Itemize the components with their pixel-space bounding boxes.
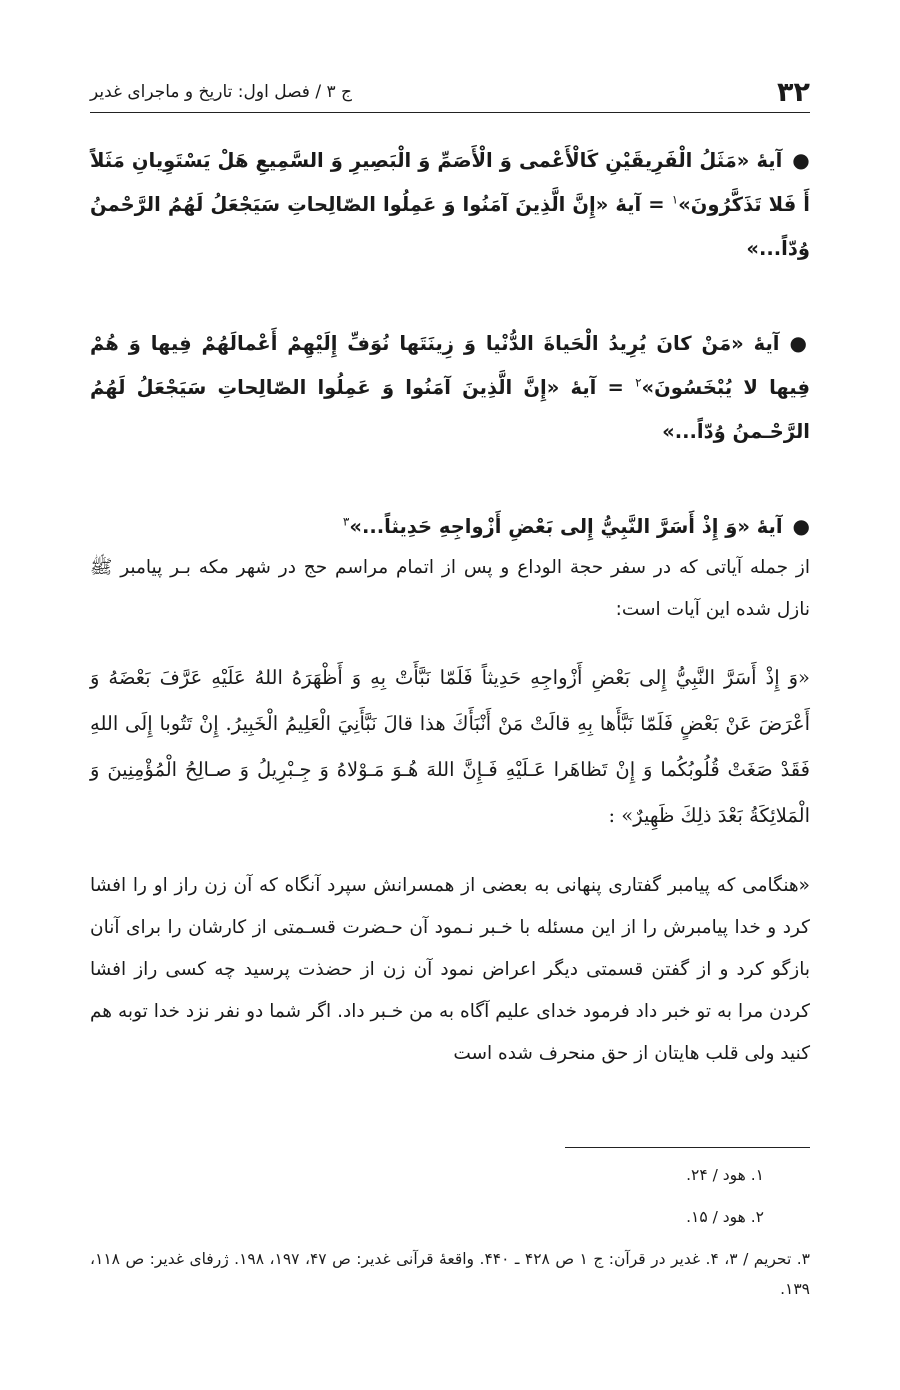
footnote-1: ۱. هود / ۲۴. [686, 1166, 764, 1184]
persian-translation: «هنگامى كه پيامبر گفتارى پنهانى به بعضى از همسرانش سپرد آنگاه كه آن زن راز او را افشا كرد و خدا پيامبرش را از اين مسئله با خـبر نـمود آن حـضرت قسـمتى از كارشان را براى آنان بازگو كرد و از گفتن قسمتى ديگر اعراض نمود آن زن از حضذت پرسيد چه كسى راز افشا كردن مرا به تو خبر داد فرمود خداى عليم آگاه به من خـبر داد. اگر شما دو نفر نزد خدا توبه هم كنيد ولى قلب هايتان از حق منحرف شده است [90, 875, 810, 1064]
footnote-divider [565, 1147, 810, 1148]
intro-paragraph: از جمله آياتى كه در سفر حجة الوداع و پس از اتمام مراسم حج در شهر مكه بـر پيامبر ﷺ نازل شده اين آيات است: [90, 557, 810, 620]
verse-text-cont: = آيهٔ «إِنَّ الَّذِينَ آمَنُوا وَ عَمِلُوا الصّالِحاتِ سَيَجْعَلُ لَهُمُ الرَّحْمنُ وُدّاً...» [90, 193, 810, 260]
verse-text: آيهٔ «مَنْ كانَ يُرِيدُ الْحَياةَ الدُّنْيا وَ زِينَتَها نُوَفِّ إِلَيْهِمْ أَعْمالَهُمْ فِيها وَ هُمْ فِيها لا يُبْخَسُونَ» [90, 332, 810, 399]
bullet-marker: ● [789, 331, 810, 355]
page-header [90, 72, 810, 113]
verse-bullet-2 [90, 321, 810, 454]
footnote-3: ۳. تحريم / ۳، ۴. غدير در قرآن: ج ۱ ص ۴۲۸ ـ ۴۴۰. واقعهٔ قرآنى غدير: ص ۴۷، ۱۹۷، ۱۹۸. ژرفاى غدير: ص ۱۱۸، ۱۳۹. [90, 1250, 810, 1298]
bullet-marker: ● [792, 148, 810, 172]
page-number: ۳۲ [777, 76, 810, 108]
main-content [90, 138, 810, 1075]
verse-text-cont: = آيهٔ «إِنَّ الَّذِينَ آمَنُوا وَ عَمِلُوا الصّالِحاتِ سَيَجْعَلُ لَهُمُ الرَّحْـمنُ وُدّاً...» [90, 376, 810, 443]
verse-bullet-3 [90, 504, 810, 549]
running-head: ج ۳ / فصل اول: تاریخ و ماجرای غدیر [90, 82, 353, 102]
verse-text: آيهٔ «مَثَلُ الْفَرِيقَيْنِ كَالْأَعْمى وَ الْأَصَمِّ وَ الْبَصِيرِ وَ السَّمِيعِ هَلْ يَسْتَوِيانِ مَثَلاً أَ فَلا تَذَكَّرُونَ» [90, 149, 810, 216]
arabic-quote: «وَ إِذْ أَسَرَّ النَّبِيُّ إِلى بَعْضِ أَزْواجِهِ حَدِيثاً فَلَمّا نَبَّأَتْ بِهِ وَ أَظْهَرَهُ اللهُ عَلَيْهِ عَرَّفَ بَعْضَهُ وَ أَعْرَضَ عَنْ بَعْضٍ فَلَمّا نَبَّأَها بِهِ قالَتْ مَنْ أَنْبَأَكَ هذا قالَ نَبَّأَنِيَ الْعَلِيمُ الْخَبِيرُ. إِنْ تَتُوبا إِلَى اللهِ فَقَدْ صَغَتْ قُلُوبُكُما وَ إِنْ تَظاهَرا عَـلَيْهِ فَـإِنَّ اللهَ هُـوَ مَـوْلاهُ وَ جِـبْرِيلُ وَ صـالِحُ الْمُؤْمِنِينَ وَ الْمَلائِكَةُ بَعْدَ ذلِكَ ظَهِيرٌ» : [90, 666, 810, 827]
footnotes [90, 1160, 810, 1304]
footnote-ref: ۳ [342, 514, 350, 529]
verse-text: آيهٔ «وَ إِذْ أَسَرَّ النَّبِيُّ إِلى بَعْضِ أَزْواجِهِ حَدِيثاً...» [349, 515, 783, 538]
footnote-ref: ۱ [671, 192, 679, 207]
bullet-marker: ● [792, 514, 810, 538]
verse-bullet-1 [90, 138, 810, 271]
footnote-ref: ۲ [635, 375, 642, 390]
footnote-2: ۲. هود / ۱۵. [686, 1208, 764, 1226]
